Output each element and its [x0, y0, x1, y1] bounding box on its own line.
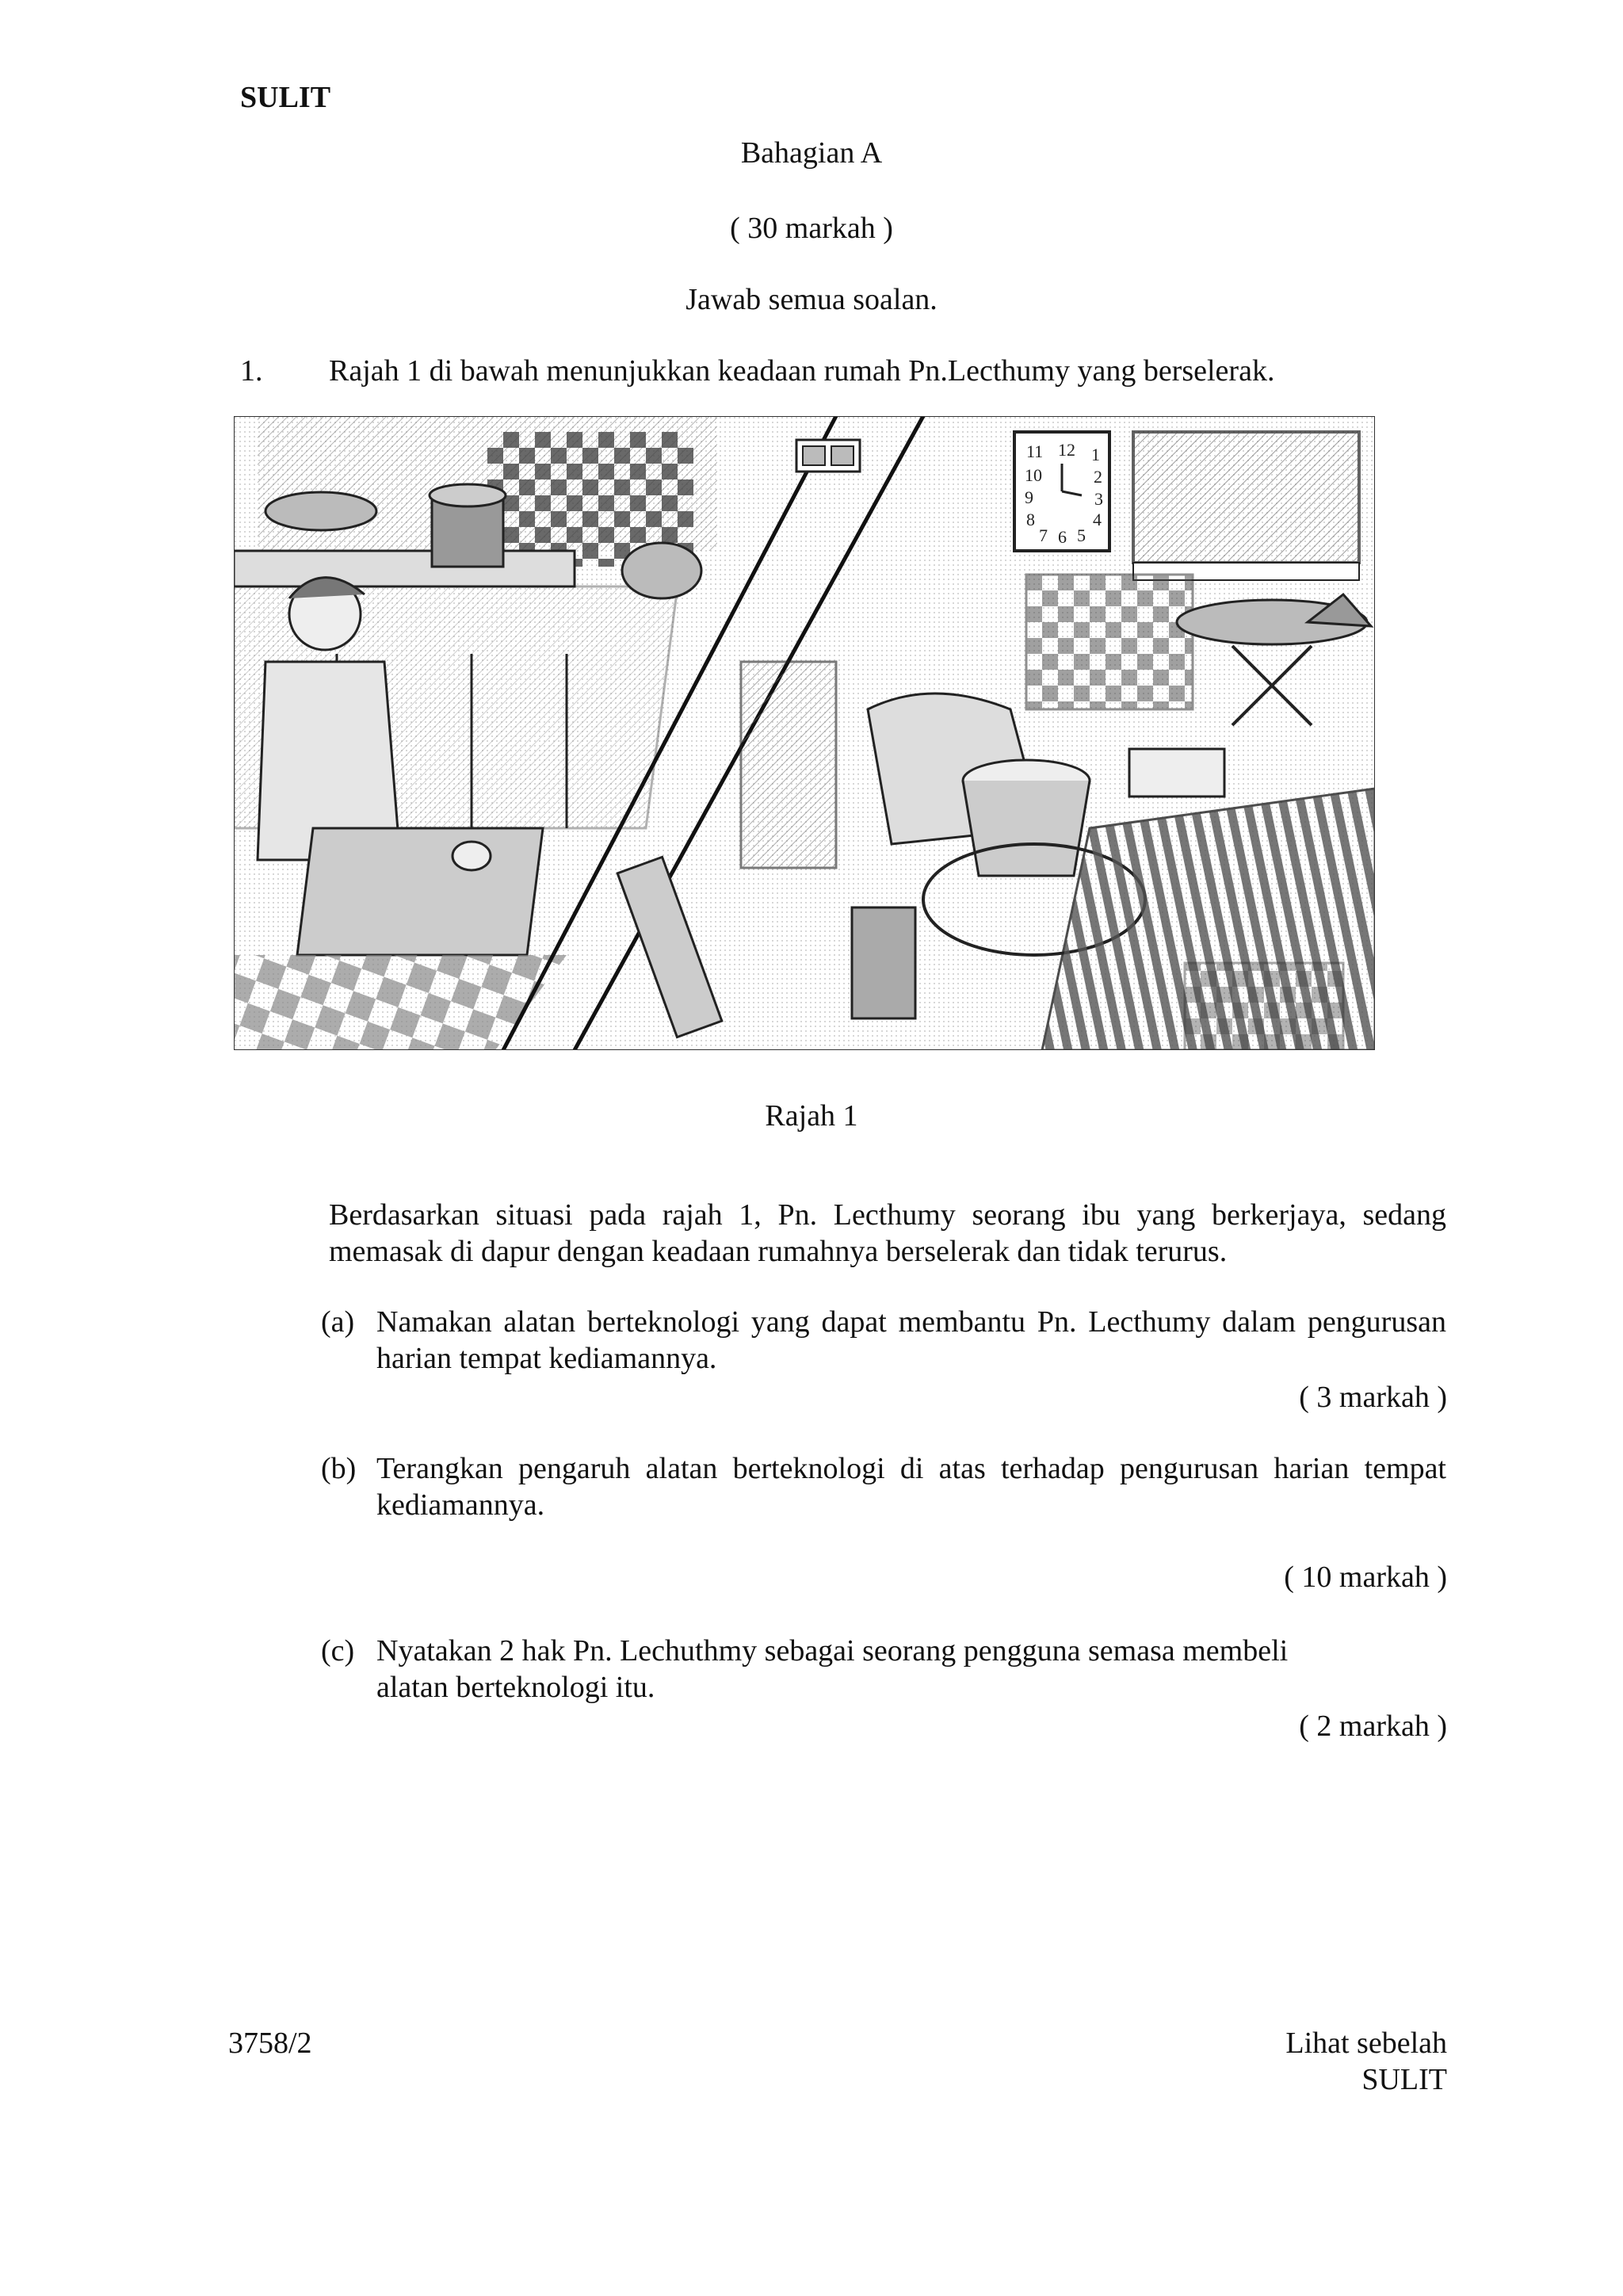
clock-numeral: 2 [1094, 467, 1102, 487]
section-instruction: Jawab semua soalan. [685, 283, 938, 316]
clock-numeral: 8 [1026, 510, 1035, 529]
clock-numeral: 7 [1039, 525, 1048, 545]
clock-numeral: 10 [1025, 465, 1042, 485]
classification-header: SULIT [240, 81, 331, 114]
part-b-marks: ( 10 markah ) [1284, 1561, 1447, 1594]
question-intro: Rajah 1 di bawah menunjukkan keadaan rumah Pn.Lecthumy yang berselerak. [329, 354, 1275, 388]
part-a-label: (a) [321, 1305, 355, 1339]
situation-text: Berdasarkan situasi pada rajah 1, Pn. Lecthumy seorang ibu yang berkerjaya, sedang memasak di dapur dengan keadaan rumahnya berselerak dan tidak terurus. [329, 1198, 1446, 1268]
clock-numeral: 3 [1094, 489, 1103, 509]
part-a-marks: ( 3 markah ) [1299, 1381, 1447, 1414]
part-b-text: Terangkan pengaruh alatan berteknologi di atas terhadap pengurusan harian tempat kediamannya. [376, 1452, 1446, 1522]
part-c-marks: ( 2 markah ) [1299, 1710, 1447, 1743]
figure-caption: Rajah 1 [765, 1099, 858, 1133]
clock-numeral: 6 [1058, 527, 1067, 547]
next-page-note: Lihat sebelah [1285, 2027, 1447, 2060]
part-a-text: Namakan alatan berteknologi yang dapat membantu Pn. Lecthumy dalam pengurusan harian tempat kediamannya. [376, 1305, 1446, 1375]
clock-numeral: 5 [1077, 525, 1086, 545]
part-c-text: Nyatakan 2 hak Pn. Lechuthmy sebagai seorang pengguna semasa membeli alatan berteknologi itu. [376, 1634, 1289, 1704]
section-title: Bahagian A [740, 136, 883, 170]
question-number: 1. [240, 354, 263, 388]
clock-numeral: 12 [1058, 440, 1075, 460]
clock-numeral: 1 [1091, 445, 1100, 464]
paper-code: 3758/2 [228, 2027, 312, 2060]
figure-illustration [234, 416, 1375, 1050]
part-c-label: (c) [321, 1634, 355, 1668]
footer-classification: SULIT [1361, 2063, 1447, 2096]
part-b-label: (b) [321, 1452, 357, 1485]
clock-numeral: 4 [1093, 510, 1102, 529]
clock-numeral: 9 [1025, 487, 1033, 507]
section-marks: ( 30 markah ) [730, 212, 893, 245]
clock-numeral: 11 [1026, 441, 1044, 461]
